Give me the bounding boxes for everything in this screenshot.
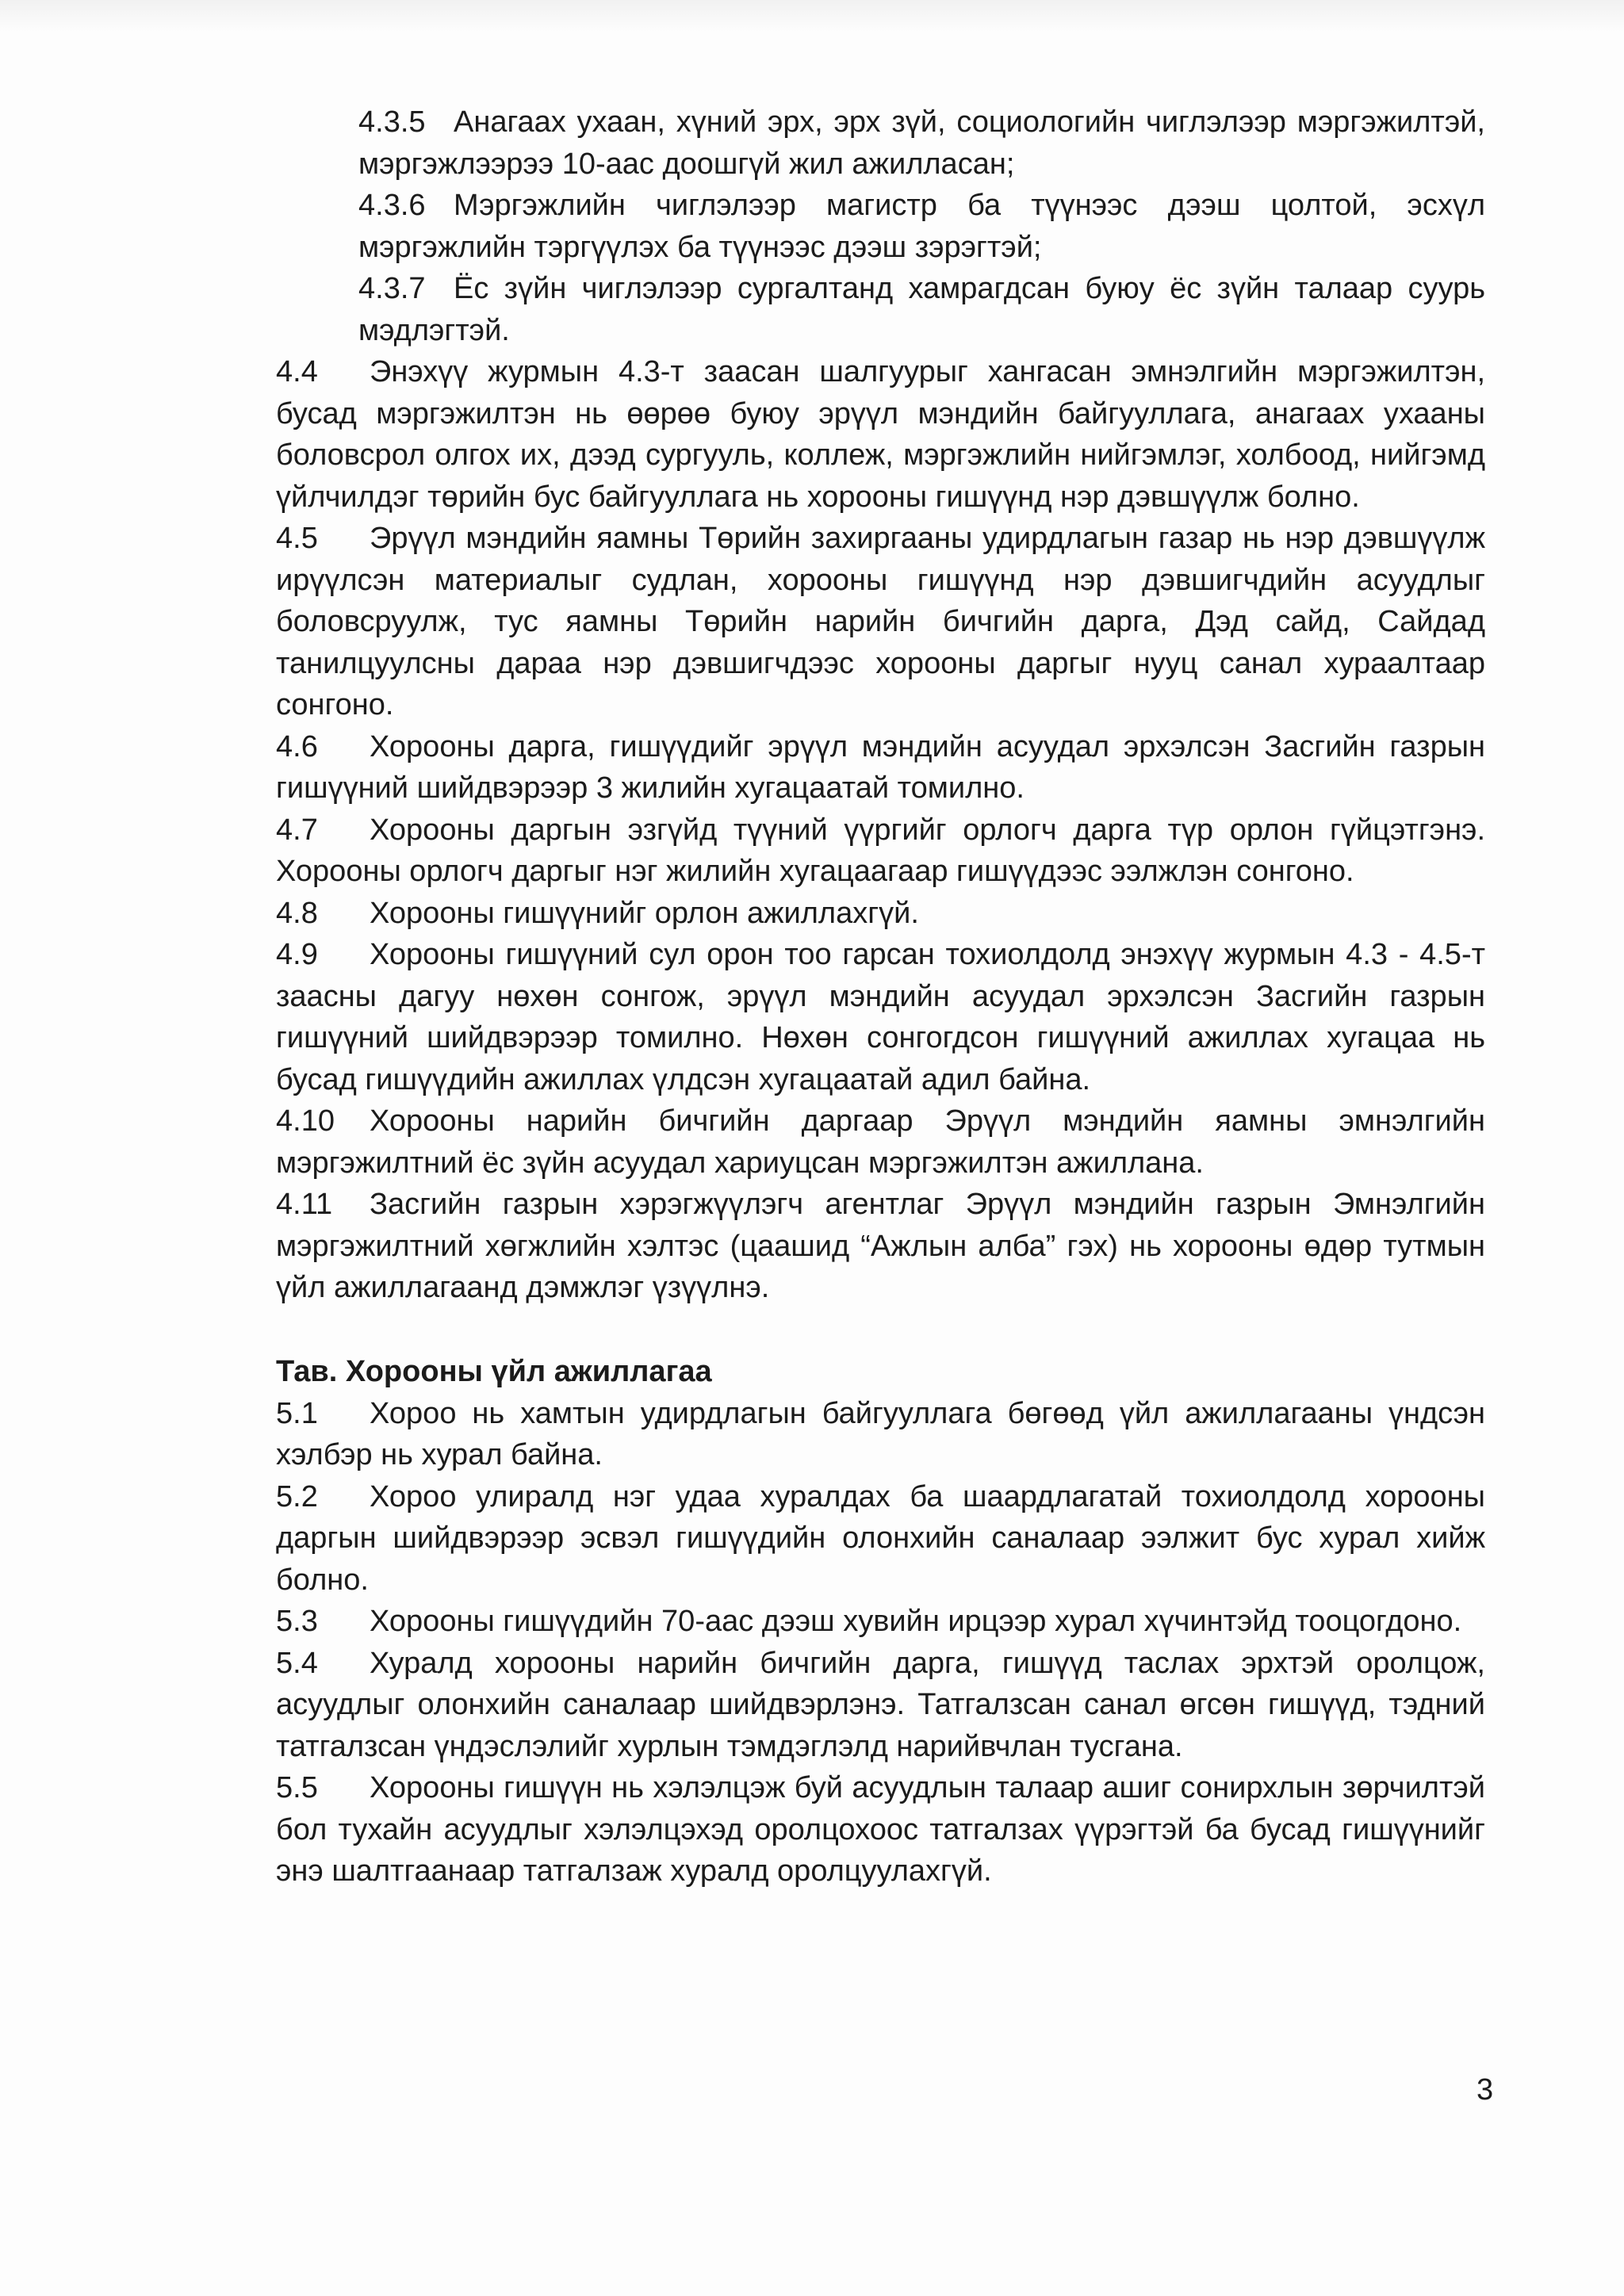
paragraph-text: Хорооны даргын эзгүйд түүний үүргийг орлогч дарга түр орлон гүйцэтгэнэ. Хорооны орлогч даргыг нэг жилийн хугацаагаар гишүүдээс ээлжлэн сонгоно. [276, 813, 1485, 888]
paragraph-4-3-5 [276, 101, 1485, 185]
paragraph-text: Хороо улиралд нэг удаа хуралдах ба шаардлагатай тохиолдолд хорооны даргын шийдвэрээр эсвэл гишүүдийн олонхийн саналаар ээлжит бус хурал хийж болно. [276, 1479, 1485, 1597]
paragraph-4-5 [276, 518, 1485, 726]
paragraph-text: Хорооны гишүүнийг орлон ажиллахгүй. [370, 896, 919, 930]
paragraph-4-7 [276, 809, 1485, 893]
paragraph-number: 4.8 [276, 896, 318, 930]
paragraph-number: 4.3.5 [358, 105, 426, 139]
paragraph-text: Хуралд хорооны нарийн бичгийн дарга, гишүүд таслах эрхтэй оролцож, асуудлыг олонхийн саналаар шийдвэрлэнэ. Татгалзсан санал өгсөн гишүүд, тэдний татгалзсан үндэслэлийг хурлын тэмдэглэлд нарийвчлан тусгана. [276, 1646, 1485, 1763]
paragraph-number: 4.11 [276, 1188, 333, 1221]
paragraph-number: 4.6 [276, 729, 318, 763]
paragraph-4-11 [276, 1184, 1485, 1309]
paragraph-text: Хорооны гишүүн нь хэлэлцэж буй асуудлын талаар ашиг сонирхлын зөрчилтэй бол тухайн асуудлыг хэлэлцэхэд оролцохоос татгалзах үүрэгтэй ба бусад гишүүнийг энэ шалтгаанаар татгалзаж хуралд оролцуулахгүй. [276, 1771, 1485, 1888]
paragraph-number: 4.7 [276, 813, 318, 847]
page-number: 3 [1477, 2073, 1494, 2107]
section-spacer [276, 1309, 1485, 1350]
paragraph-5-1 [276, 1393, 1485, 1476]
paragraph-number: 5.4 [276, 1646, 318, 1680]
paragraph-text: Хорооны нарийн бичгийн даргаар Эрүүл мэндийн яамны эмнэлгийн мэргэжилтний ёс зүйн асуудал хариуцсан мэргэжилтэн ажиллана. [276, 1104, 1485, 1180]
paragraph-5-3 [276, 1601, 1485, 1643]
paragraph-number: 4.3.7 [358, 272, 426, 305]
paragraph-number: 5.2 [276, 1479, 318, 1513]
paragraph-text: Эрүүл мэндийн яамны Төрийн захиргааны удирдлагын газар нь нэр дэвшүүлж ирүүлсэн материалыг судлан, хорооны гишүүнд нэр дэвшигчдийн асуудлыг боловсруулж, тус яамны Төрийн нарийн бичгийн дарга, Дэд сайд, Сайдад танилцуулсны дараа нэр дэвшигчдээс хорооны даргыг нууц санал хураалтаар сонгоно. [276, 522, 1485, 721]
paragraph-text: Ёс зүйн чиглэлээр сургалтанд хамрагдсан буюу ёс зүйн талаар суурь мэдлэгтэй. [358, 272, 1485, 347]
document-body [276, 101, 1485, 1892]
paragraph-number: 5.5 [276, 1771, 318, 1804]
paragraph-4-4 [276, 351, 1485, 518]
paragraph-text: Энэхүү журмын 4.3-т заасан шалгуурыг хангасан эмнэлгийн мэргэжилтэн, бусад мэргэжилтэн нь өөрөө буюу эрүүл мэндийн байгууллага, анагаах ухааны боловсрол олгох их, дээд сургууль, коллеж, мэргэжлийн нийгэмлэг, холбоод, нийгэмд үйлчилдэг төрийн бус байгууллага нь хорооны гишүүнд нэр дэвшүүлж болно. [276, 355, 1485, 514]
paragraph-text: Хорооны гишүүний сул орон тоо гарсан тохиолдолд энэхүү журмын 4.3 - 4.5-т заасны дагуу нөхөн сонгож, эрүүл мэндийн асуудал эрхэлсэн Засгийн газрын гишүүний шийдвэрээр томилно. Нөхөн сонгогдсон гишүүний ажиллах хугацаа нь бусад гишүүдийн ажиллах үлдсэн хугацаатай адил байна. [276, 938, 1485, 1096]
paragraph-number: 5.1 [276, 1396, 318, 1430]
paragraph-4-9 [276, 934, 1485, 1100]
paragraph-5-4 [276, 1643, 1485, 1768]
paragraph-text: Засгийн газрын хэрэгжүүлэгч агентлаг Эрүүл мэндийн газрын Эмнэлгийн мэргэжилтний хөгжлийн хэлтэс (цаашид “Ажлын алба” гэх) нь хорооны өдөр тутмын үйл ажиллагаанд дэмжлэг үзүүлнэ. [276, 1188, 1485, 1304]
paragraph-4-10 [276, 1100, 1485, 1184]
scan-edge-shade [0, 0, 1624, 32]
paragraph-number: 4.10 [276, 1104, 335, 1138]
paragraph-text: Хорооны дарга, гишүүдийг эрүүл мэндийн асуудал эрхэлсэн Засгийн газрын гишүүний шийдвэрээр 3 жилийн хугацаатай томилно. [276, 729, 1485, 805]
paragraph-5-2 [276, 1476, 1485, 1601]
paragraph-4-8 [276, 893, 1485, 935]
paragraph-4-3-7 [276, 268, 1485, 351]
paragraph-number: 5.3 [276, 1605, 318, 1638]
section-heading: Тав. Хорооны үйл ажиллагаа [276, 1354, 712, 1388]
paragraph-5-5 [276, 1767, 1485, 1892]
paragraph-number: 4.9 [276, 938, 318, 971]
paragraph-text: Хорооны гишүүдийн 70-аас дээш хувийн ирцээр хурал хүчинтэйд тооцогдоно. [370, 1605, 1462, 1638]
paragraph-number: 4.3.6 [358, 189, 426, 222]
paragraph-text: Хороо нь хамтын удирдлагын байгууллага бөгөөд үйл ажиллагааны үндсэн хэлбэр нь хурал байна. [276, 1396, 1485, 1471]
paragraph-number: 4.4 [276, 355, 318, 388]
paragraph-text: Анагаах ухаан, хүний эрх, эрх зүй, социологийн чиглэлээр мэргэжилтэй, мэргэжлээрээ 10-аас доошгүй жил ажилласан; [358, 105, 1485, 181]
paragraph-4-3-6 [276, 185, 1485, 268]
paragraph-4-6 [276, 726, 1485, 809]
paragraph-text: Мэргэжлийн чиглэлээр магистр ба түүнээс дээш цолтой, эсхүл мэргэжлийн тэргүүлэх ба түүнээс дээш зэрэгтэй; [358, 189, 1485, 264]
paragraph-number: 4.5 [276, 522, 318, 555]
